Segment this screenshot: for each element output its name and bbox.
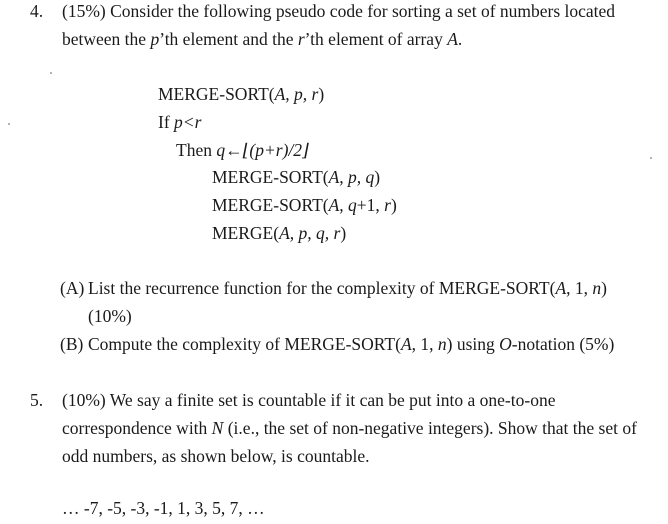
part-b-text: Compute the complexity of MERGE-SORT(A, 1, n) using O-notation (5%) xyxy=(88,334,615,354)
code-line-then: Then q←⌊(p+r)/2⌋ xyxy=(176,140,309,160)
part-a-text: List the recurrence function for the complexity of MERGE-SORT(A, 1, n) xyxy=(88,278,607,298)
odd-number-sequence: … -7, -5, -3, -1, 1, 3, 5, 7, … xyxy=(62,498,265,518)
part-b-label: (B) xyxy=(60,334,84,354)
question-4-number: 4. xyxy=(30,1,44,21)
code-line-merge: MERGE(A, p, q, r) xyxy=(212,223,347,243)
code-line-merge-sort-left: MERGE-SORT(A, p, q) xyxy=(212,167,381,187)
code-line-merge-sort-right: MERGE-SORT(A, q+1, r) xyxy=(212,195,397,215)
question-5-line-2: correspondence with N (i.e., the set of non-negative integers). Show that the set of xyxy=(62,418,637,438)
question-5-number: 5. xyxy=(30,390,44,410)
code-line-merge-sort-header: MERGE-SORT(A, p, r) xyxy=(158,84,325,104)
part-a-points: (10%) xyxy=(88,306,132,326)
question-4-line-1: (15%) Consider the following pseudo code for sorting a set of numbers located xyxy=(62,1,616,21)
scan-speck xyxy=(50,72,52,74)
question-5-line-1: (10%) We say a finite set is countable if it can be put into a one-to-one xyxy=(62,390,556,410)
code-line-if: If p<r xyxy=(158,112,202,132)
question-5-line-3: odd numbers, as shown below, is countable. xyxy=(62,446,370,466)
scan-speck xyxy=(8,123,10,125)
part-a-label: (A) xyxy=(60,278,85,298)
scan-speck xyxy=(650,157,652,159)
question-4-line-2: between the p’th element and the r’th element of array A. xyxy=(62,29,463,49)
